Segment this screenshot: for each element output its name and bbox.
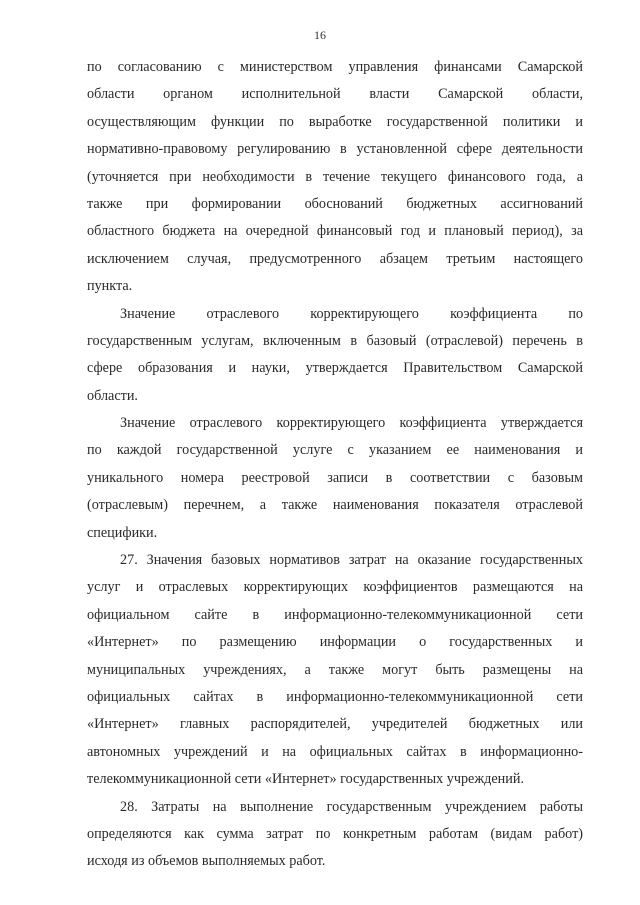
text-line: официальном сайте в информационно-телекоммуникационной сети — [87, 606, 583, 623]
text-line: телекоммуникационной сети «Интернет» государственных учреждений. — [87, 771, 524, 788]
text-line: (уточняется при необходимости в течение текущего финансового года, а — [87, 168, 583, 185]
text-line: Значение отраслевого корректирующего коэффициента по — [120, 305, 583, 322]
text-line: 28. Затраты на выполнение государственным учреждением работы — [120, 798, 583, 815]
text-line: Значение отраслевого корректирующего коэффициента утверждается — [120, 415, 583, 432]
text-line: (отраслевым) перечнем, а также наименования показателя отраслевой — [87, 497, 583, 514]
text-line: государственным услугам, включенным в базовый (отраслевой) перечень в — [87, 332, 583, 349]
text-line: определяются как сумма затрат по конкретным работам (видам работ) — [87, 825, 583, 842]
text-line: специфики. — [87, 524, 158, 541]
text-line: области. — [87, 387, 138, 404]
page-number: 16 — [314, 28, 326, 42]
text-line: области органом исполнительной власти Самарской области, — [87, 86, 583, 103]
text-line: по каждой государственной услуге с указанием ее наименования и — [87, 442, 583, 459]
text-line: нормативно-правовому регулированию в установленной сфере деятельности — [87, 141, 583, 158]
text-line: официальных сайтах в информационно-телекоммуникационной сети — [87, 688, 583, 705]
text-line: исключением случая, предусмотренного абзацем третьим настоящего — [87, 250, 583, 267]
text-line: автономных учреждений и на официальных сайтах в информационно- — [87, 743, 583, 760]
text-line: также при формировании обоснований бюджетных ассигнований — [87, 195, 583, 212]
text-line: исходя из объемов выполняемых работ. — [87, 853, 326, 870]
text-line: пункта. — [87, 278, 133, 295]
text-line: уникального номера реестровой записи в соответствии с базовым — [87, 469, 583, 486]
text-line: областного бюджета на очередной финансовый год и плановый период), за — [87, 223, 583, 240]
text-line: «Интернет» по размещению информации о государственных и — [87, 634, 583, 651]
text-line: 27. Значения базовых нормативов затрат на оказание государственных — [120, 552, 583, 569]
text-line: услуг и отраслевых корректирующих коэффициентов размещаются на — [87, 579, 583, 596]
text-line: по согласованию с министерством управления финансами Самарской — [87, 59, 583, 75]
document-body — [87, 54, 583, 876]
text-line: сфере образования и науки, утверждается Правительством Самарской — [87, 360, 583, 377]
text-line: осуществляющим функции по выработке государственной политики и — [87, 113, 583, 130]
text-line: «Интернет» главных распорядителей, учредителей бюджетных или — [87, 716, 583, 733]
text-line: муниципальных учреждениях, а также могут быть размещены на — [87, 661, 583, 678]
